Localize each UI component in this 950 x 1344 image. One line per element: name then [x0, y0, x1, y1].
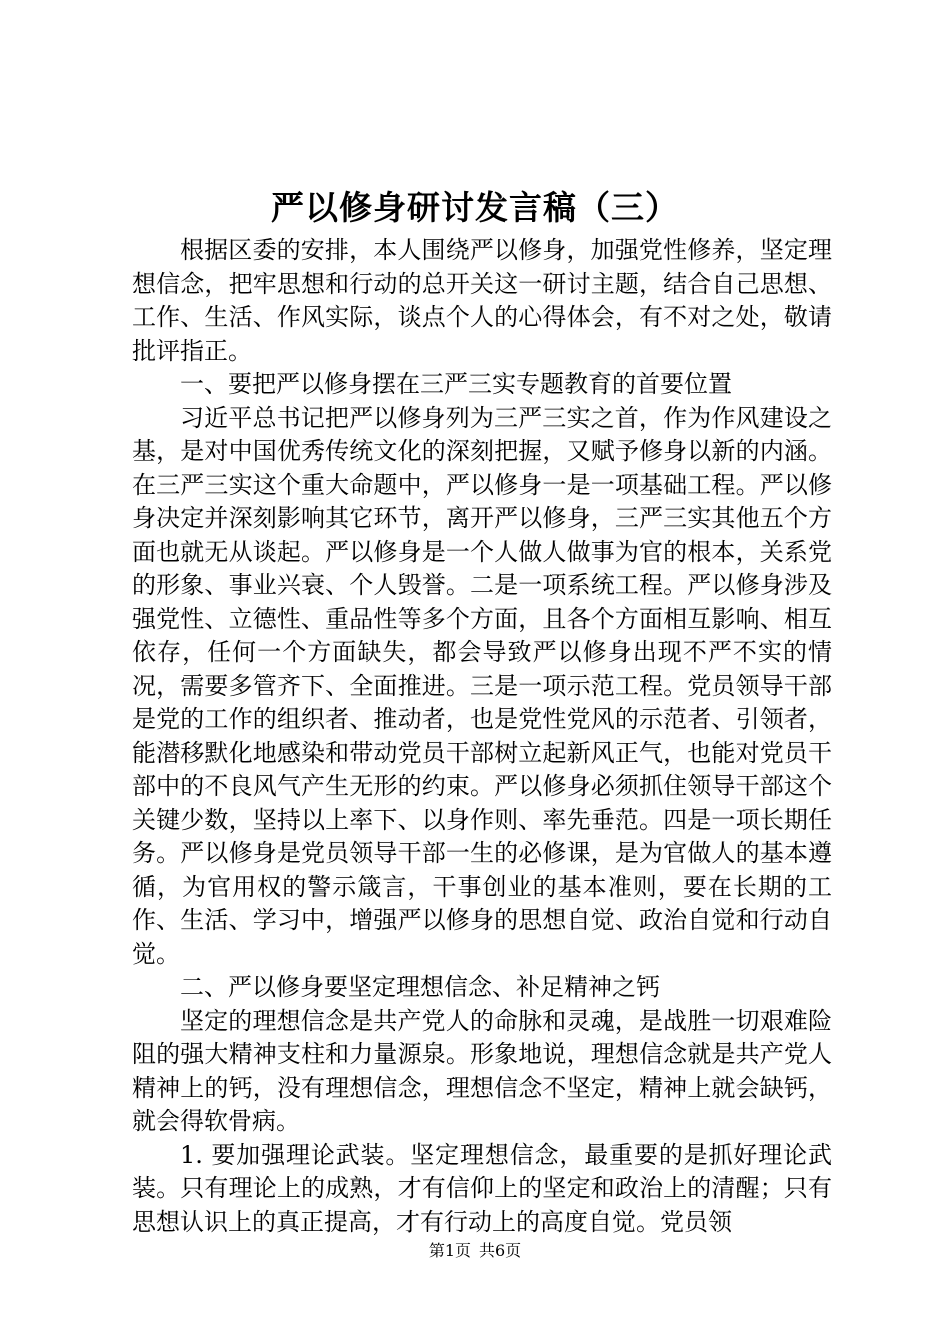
document-body [132, 234, 832, 1239]
document-title: 严以修身研讨发言稿（三） [271, 188, 679, 227]
section-2-paragraph: 坚定的理想信念是共产党人的命脉和灵魂，是战胜一切艰难险阻的强大精神支柱和力量源泉。形象地说，理想信念就是共产党人精神上的钙，没有理想信念，理想信念不坚定，精神上就会缺钙，就会得软骨病。 [132, 1006, 832, 1135]
section-1-paragraph: 习近平总书记把严以修身列为三严三实之首，作为作风建设之基，是对中国优秀传统文化的深刻把握，又赋予修身以新的内涵。在三严三实这个重大命题中，严以修身一是一项基础工程。严以修身决定并深刻影响其它环节，离开严以修身，三严三实其他五个方面也就无从谈起。严以修身是一个人做人做事为官的根本，关系党的形象、事业兴衰、个人毁誉。二是一项系统工程。严以修身涉及强党性、立德性、重品性等多个方面，且各个方面相互影响、相互依存，任何一个方面缺失，都会导致严以修身出现不严不实的情况，需要多管齐下、全面推进。三是一项示范工程。党员领导干部是党的工作的组织者、推动者，也是党性党风的示范者、引领者，能潜移默化地感染和带动党员干部树立起新风正气，也能对党员干部中的不良风气产生无形的约束。严以修身必须抓住领导干部这个关键少数，坚持以上率下、以身作则、率先垂范。四是一项长期任务。严以修身是党员领导干部一生的必修课，是为官做人的基本遵循，为官用权的警示箴言，干事创业的基本准则，要在长期的工作、生活、学习中，增强严以修身的思想自觉、政治自觉和行动自觉。 [132, 403, 832, 968]
section-heading-1: 一、要把严以修身摆在三严三实专题教育的首要位置 [180, 370, 732, 398]
subsection-1-paragraph: 1. 要加强理论武装。坚定理想信念，最重要的是抓好理论武装。只有理论上的成熟，才有信仰上的坚定和政治上的清醒；只有思想认识上的真正提高，才有行动上的高度自觉。党员领 [132, 1140, 832, 1236]
page-number: 第1页 [428, 1241, 471, 1260]
page-footer [0, 1240, 950, 1262]
page-total: 共6页 [479, 1241, 522, 1260]
section-heading-2: 二、严以修身要坚定理想信念、补足精神之钙 [180, 973, 660, 1001]
intro-paragraph: 根据区委的安排，本人围绕严以修身，加强党性修养，坚定理想信念，把牢思想和行动的总开关这一研讨主题，结合自己思想、工作、生活、作风实际，谈点个人的心得体会，有不对之处，敬请批评指正。 [132, 236, 832, 365]
